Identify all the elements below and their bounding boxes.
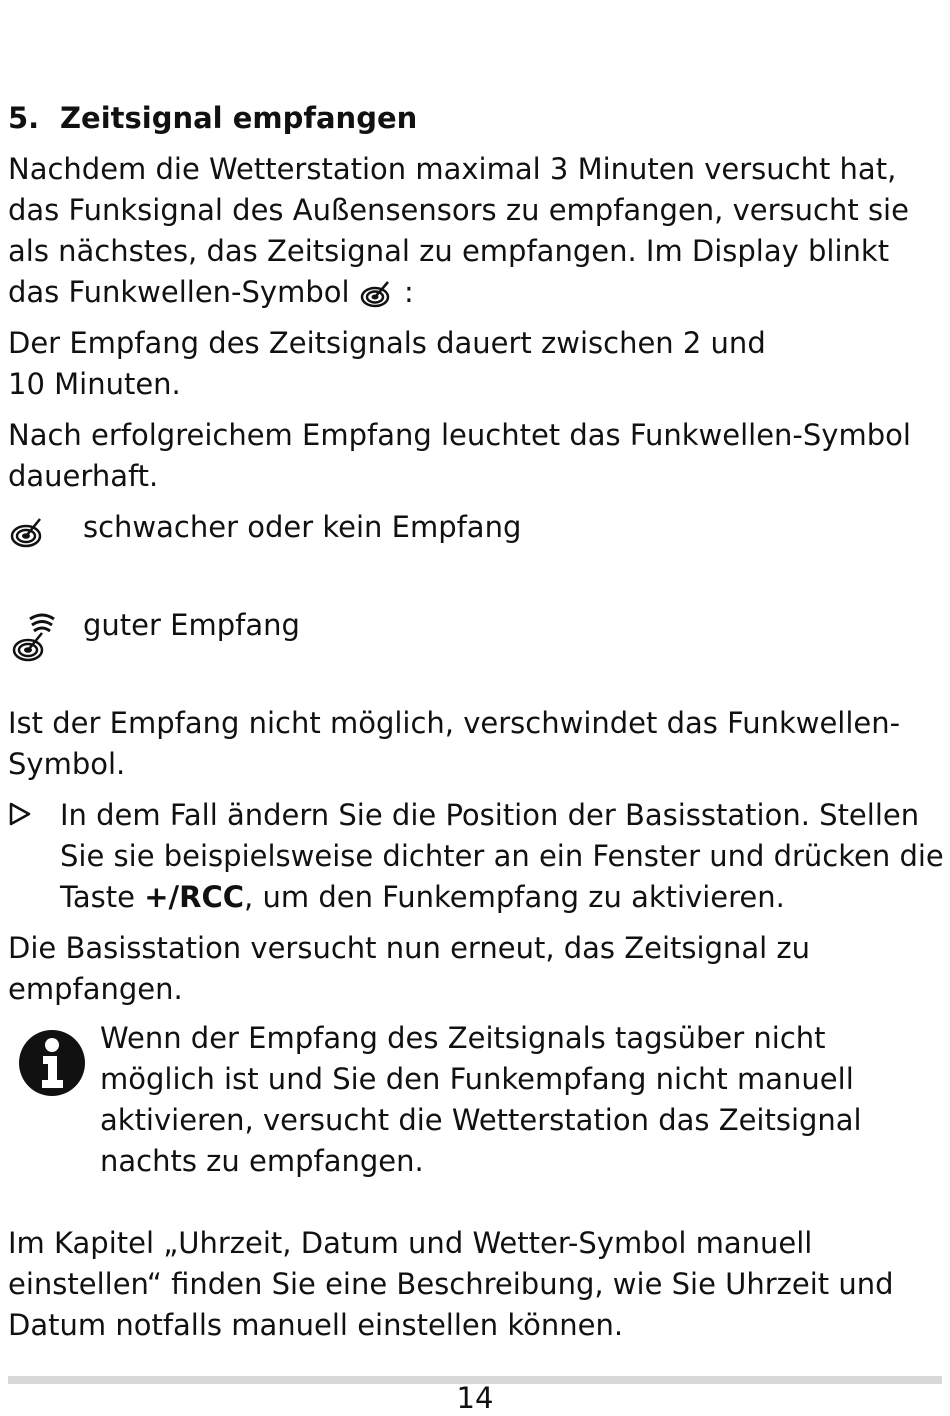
paragraph-intro-colon: : — [403, 275, 414, 309]
paragraph-chapter-ref: Im Kapitel „Uhrzeit, Datum und Wetter-Symbol manuell einstellen“ finden Sie eine Beschreibung, wie Sie Uhrzeit und Datum notfalls manuell einstellen können. — [8, 1226, 894, 1342]
page-content — [8, 98, 944, 1346]
paragraph-retry: Die Basisstation versucht nun erneut, das Zeitsignal zu empfangen. — [8, 931, 811, 1006]
radio-signal-weak-icon — [8, 511, 48, 551]
info-icon — [18, 1028, 88, 1098]
section-heading — [8, 98, 944, 139]
triangle-bullet-icon — [8, 801, 32, 827]
paragraph-intro — [8, 149, 944, 313]
paragraph-duration-line1: Der Empfang des Zeitsignals dauert zwischen 2 und — [8, 326, 766, 360]
step-text-before: In dem Fall ändern Sie die Position der Basisstation. Stellen Sie sie beispielsweise dichter an ein Fenster und drücken die Taste — [60, 798, 944, 914]
key-label: +/RCC — [144, 880, 245, 914]
info-text: Wenn der Empfang des Zeitsignals tagsüber nicht möglich ist und Sie den Funkempfang nicht manuell aktivieren, versucht die Wetterstation das Zeitsignal nachts zu empfangen. — [100, 1021, 862, 1178]
symbol-weak-label: schwacher oder kein Empfang — [83, 510, 522, 544]
step-text — [60, 795, 944, 918]
symbol-good-label: guter Empfang — [83, 608, 300, 642]
radio-signal-weak-icon — [359, 276, 395, 310]
section-number: 5. — [8, 101, 40, 135]
symbol-weak-row — [8, 507, 944, 555]
paragraph-duration — [8, 323, 944, 405]
symbol-good-row — [8, 605, 944, 669]
section-title: Zeitsignal empfangen — [60, 101, 418, 135]
paragraph-intro-text: Nachdem die Wetterstation maximal 3 Minuten versucht hat, das Funksignal des Außensensors zu empfangen, versucht sie als nächstes, das Zeitsignal zu empfangen. Im Display blinkt das Funkwellen-Symbol — [8, 152, 909, 309]
step-text-after: , um den Funkempfang zu aktivieren. — [244, 880, 785, 914]
paragraph-success: Nach erfolgreichem Empfang leuchtet das Funkwellen-Symbol dauerhaft. — [8, 418, 911, 493]
paragraph-no-reception: Ist der Empfang nicht möglich, verschwindet das Funkwellen-Symbol. — [8, 706, 901, 781]
radio-signal-good-icon — [8, 605, 64, 665]
step-item — [8, 795, 944, 918]
info-note — [8, 1022, 944, 1182]
page-number: 14 — [456, 1381, 494, 1415]
paragraph-duration-line2: 10 Minuten. — [8, 367, 181, 401]
